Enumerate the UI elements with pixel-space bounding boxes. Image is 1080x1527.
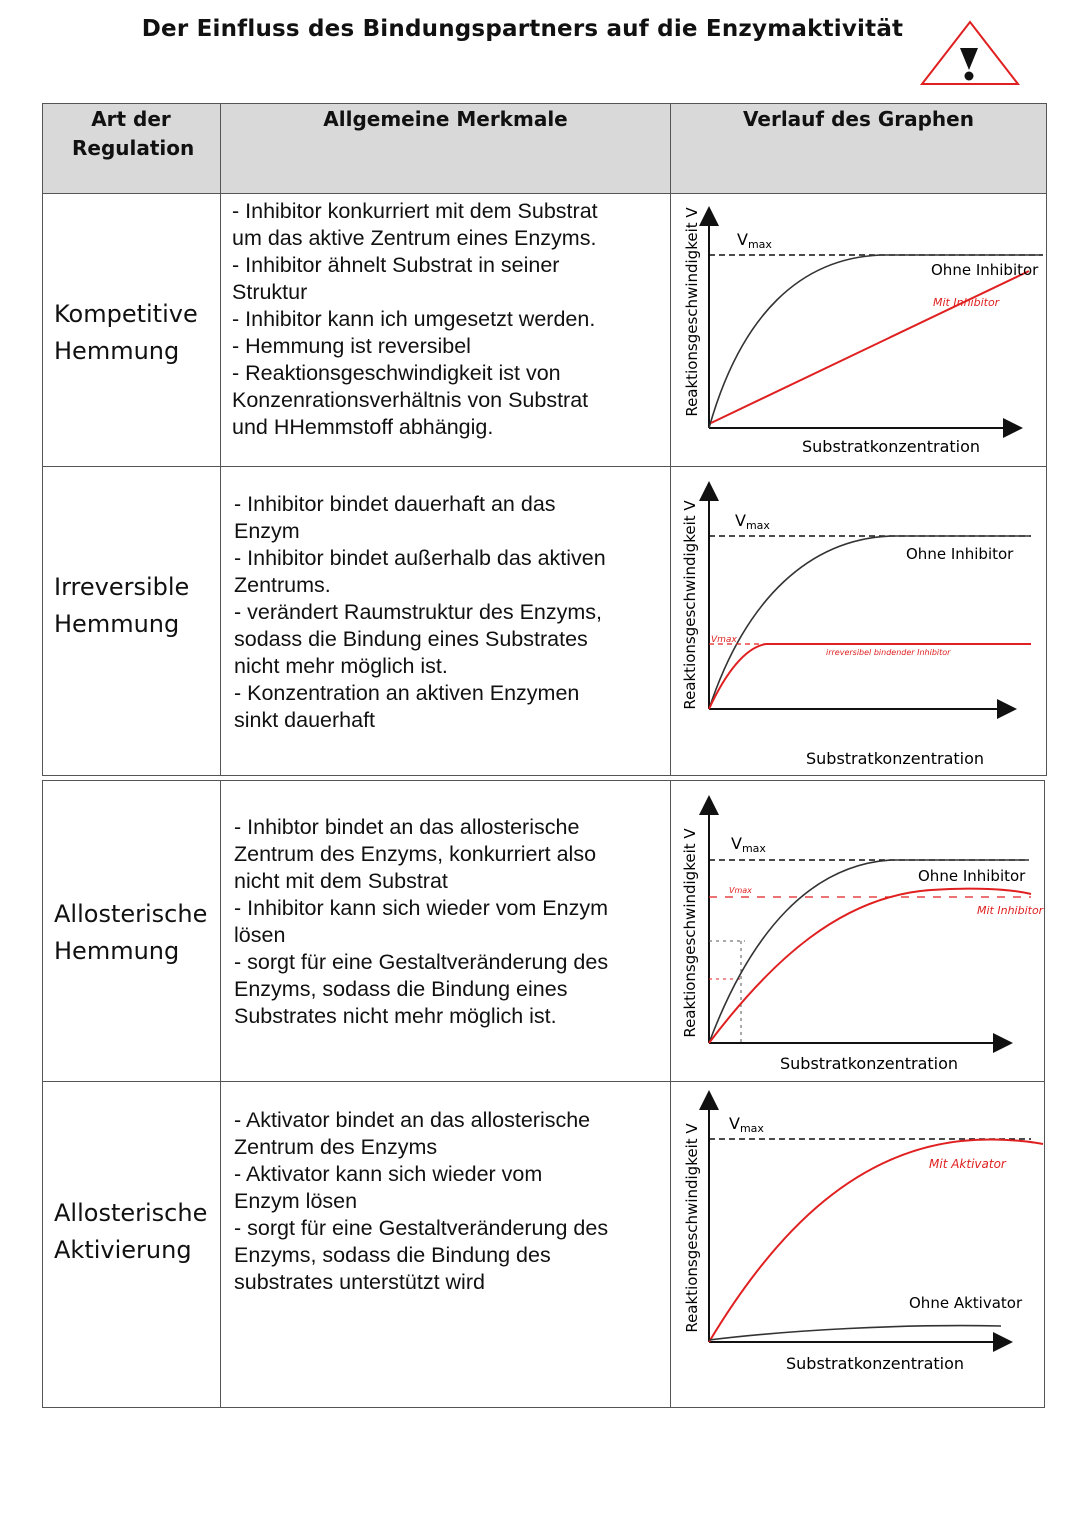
label-irreversible-inhibitor: irreversibel bindender Inhibitor xyxy=(826,648,951,657)
row1-description: - Inhibitor konkurriert mit dem Substrat um das aktive Zentrum eines Enzyms. - Inhibitor ähnelt Substrat in seiner Struktur - Inhibitor kann ich umgesetzt werden. - Hemmung ist reversibel - Reaktionsgeschwindigkeit ist von Konzenrationsverhältnis von Substrat und HHemmstoff abhängig. xyxy=(232,199,598,439)
vmax-label: Vmax xyxy=(737,230,772,251)
row1-label: Kompetitive Hemmung xyxy=(54,300,198,365)
y-axis-label: Reaktionsgeschwindigkeit V xyxy=(681,828,699,1038)
vmax-label: Vmax xyxy=(735,511,770,532)
label-with-inhibitor: Mit Inhibitor xyxy=(933,296,1000,309)
row3-description: - Inhibtor bindet an das allosterische Zentrum des Enzyms, konkurriert also nicht mit dem Substrat - Inhibitor kann sich wieder vom Enzym lösen - sorgt für eine Gestaltveränderung des Enzyms, sodass die Bindung eines Substrates nicht mehr möglich ist. xyxy=(234,815,609,1028)
warning-icon xyxy=(918,18,1022,88)
row2-description: - Inhibitor bindet dauerhaft an das Enzym - Inhibitor bindet außerhalb das aktiven Zentrums. - verändert Raumstruktur des Enzyms, sodass die Bindung eines Substrates nicht mehr möglich ist. - Konzentration an aktiven Enzymen sinkt dauerhaft xyxy=(234,492,606,732)
vmax-label: Vmax xyxy=(731,834,766,855)
curve-without-inhibitor xyxy=(709,860,1029,1043)
graph-allosteric-activation xyxy=(671,1082,1044,1407)
x-axis-label: Substratkonzentration xyxy=(779,1054,959,1073)
header-regulation: Art der Regulation xyxy=(72,107,195,160)
y-axis-label: Reaktionsgeschwindigkeit V xyxy=(681,500,699,710)
y-axis-label: Reaktionsgeschwindigkeit V xyxy=(683,1123,701,1333)
label-without-inhibitor: Ohne Inhibitor xyxy=(918,867,1026,885)
row2-label: Irreversible Hemmung xyxy=(54,573,190,638)
graph-competitive xyxy=(671,194,1046,466)
row3-label: Allosterische Hemmung xyxy=(54,900,208,965)
x-axis-label: Substratkonzentration xyxy=(801,437,981,456)
red-vmax-label: Vmax xyxy=(711,635,737,645)
y-axis-label: Reaktionsgeschwindigkeit V xyxy=(683,207,701,417)
curve-without-inhibitor xyxy=(709,255,1043,428)
row4-description: - Aktivator bindet an das allosterische Zentrum des Enzyms - Aktivator kann sich wieder vom Enzym lösen - sorgt für eine Gestaltveränderung des Enzyms, sodass die Bindung des substrates unterstützt wird xyxy=(234,1108,609,1294)
page-title: Der Einfluss des Bindungspartners auf die Enzymaktivität xyxy=(141,16,904,42)
red-vmax-label: Vmax xyxy=(729,886,752,895)
x-axis-label: Substratkonzentration xyxy=(805,749,985,768)
graph-irreversible xyxy=(671,467,1046,775)
curve-with-inhibitor xyxy=(711,271,1029,423)
label-without-activator: Ohne Aktivator xyxy=(909,1294,1023,1312)
label-without-inhibitor: Ohne Inhibitor xyxy=(931,261,1039,279)
label-without-inhibitor: Ohne Inhibitor xyxy=(906,545,1014,563)
label-with-activator: Mit Aktivator xyxy=(929,1157,1006,1171)
vmax-label: Vmax xyxy=(729,1114,764,1135)
curve-without-activator xyxy=(709,1326,1001,1340)
header-features: Allgemeine Merkmale xyxy=(323,107,568,131)
header-graph: Verlauf des Graphen xyxy=(743,107,974,131)
row4-label: Allosterische Aktivierung xyxy=(54,1199,208,1264)
x-axis-label: Substratkonzentration xyxy=(785,1354,965,1373)
label-with-inhibitor: Mit Inhibitor xyxy=(977,904,1044,917)
graph-allosteric-inhibition xyxy=(671,781,1044,1081)
